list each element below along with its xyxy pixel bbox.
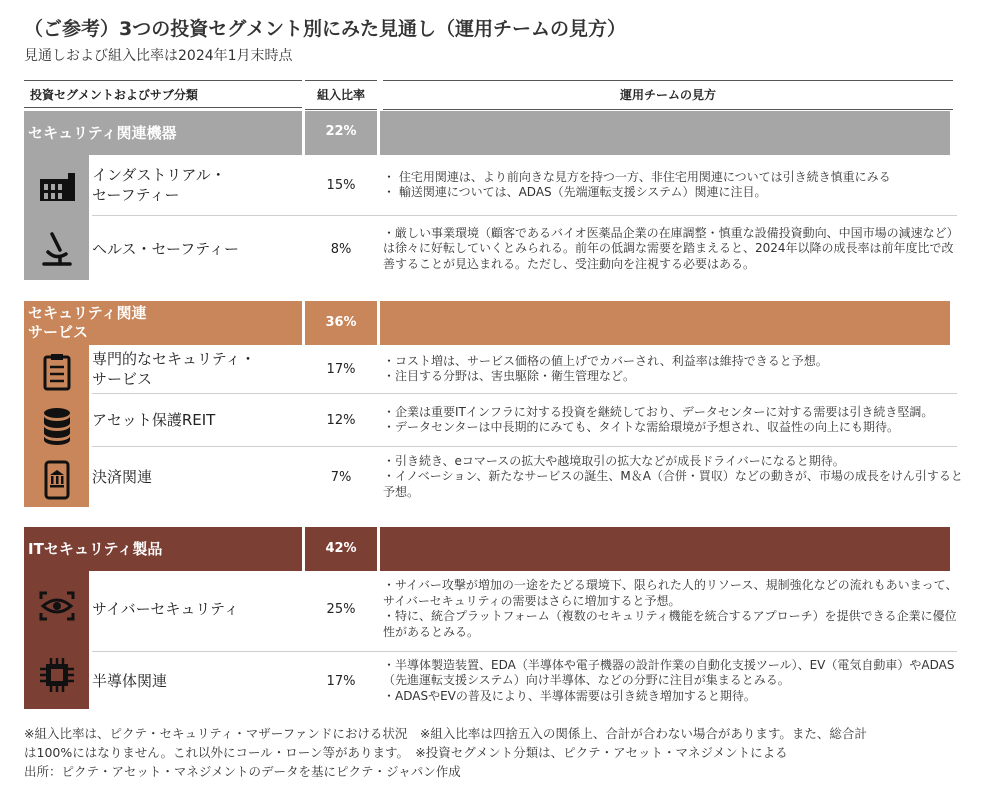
- row-divider: [92, 393, 957, 394]
- row-divider: [92, 215, 957, 216]
- sub-ratio: 7%: [330, 469, 352, 485]
- sub-ratio: 8%: [330, 241, 352, 257]
- sub-view: ・サイバー攻撃が増加の一途をたどる環境下、限られた人的リソース、規制強化などの流れもあいまって、サイバーセキュリティの需要はさらに増加すると予想。 ・特に、統合プラットフォーム（複数のセキュリティ機能を統合するアプローチ）を提供できる企業に優位性があるとみる。: [383, 578, 958, 639]
- sub-view: ・引き続き、eコマースの拡大や越境取引の拡大などが成長ドライバーになると期待。 ・イノベーション、新たなサービスの誕生、M＆A（合併・買収）などの動きが、市場の成長をけん引すると予想。: [383, 453, 963, 499]
- sub-view: ・企業は重要ITインフラに対する投資を継続しており、データセンターに対する需要は引き続き堅調。 ・データセンターは中長期的にみても、タイトな需給環境が予想され、収益性の向上にも期待。: [383, 404, 934, 434]
- mobile-bank-icon: [36, 459, 78, 501]
- sub-label: ヘルス・セーフティー: [92, 240, 240, 258]
- eye-scan-icon: [36, 585, 78, 627]
- page-subtitle: 見通しおよび組入比率は2024年1月末時点: [24, 48, 293, 64]
- segment-ratio: 22%: [325, 124, 357, 139]
- sub-ratio: 25%: [326, 601, 356, 617]
- segment-icons: [25, 571, 89, 709]
- sub-label: インダストリアル・ セーフティー: [92, 166, 226, 204]
- clipboard-icon: [36, 351, 78, 393]
- row-divider: [92, 651, 957, 652]
- microscope-icon: [36, 228, 78, 270]
- segment-label: セキュリティ関連 サービス: [28, 304, 147, 341]
- sub-ratio: 17%: [326, 361, 356, 377]
- source-note: 出所：ピクテ・アセット・マネジメントのデータを基にピクテ・ジャパン作成: [24, 764, 461, 779]
- segment-ratio: 42%: [325, 541, 357, 556]
- chip-icon: [36, 654, 78, 696]
- sub-label: 専門的なセキュリティ・ サービス: [92, 350, 256, 388]
- segment-label: ITセキュリティ製品: [28, 540, 163, 558]
- segment-icons: [25, 155, 89, 280]
- sub-label: 決済関連: [92, 468, 153, 486]
- page-title: （ご参考）3つの投資セグメント別にみた見通し（運用チームの見方）: [24, 18, 627, 40]
- header-ratio: 組入比率: [305, 80, 377, 110]
- footnote: ※組入比率は、ピクテ・セキュリティ・マザーファンドにおける状況 ※組入比率は四捨五入の関係上、合計が合わない場合があります。また、総合計: [24, 726, 867, 741]
- sub-view: ・厳しい事業環境（顧客であるバイオ医薬品企業の在庫調整・慎重な設備投資動向、中国市場の減速など）は徐々に好転していくとみられる。前年の低調な需要を踏まえると、2024年以降の成長率は前年度比で改善することが見込まれる。ただし、受注動向を注視する必要はある。: [383, 225, 959, 271]
- sub-label: 半導体関連: [92, 672, 168, 690]
- database-icon: [36, 405, 78, 447]
- sub-view: ・コスト増は、サービス価格の値上げでカバーされ、利益率は維持できると予想。 ・注目する分野は、害虫駆除・衛生管理など。: [383, 353, 828, 383]
- sub-label: アセット保護REIT: [92, 411, 216, 429]
- header-segment: 投資セグメントおよびサブ分類: [24, 80, 302, 108]
- factory-icon: [36, 165, 78, 207]
- sub-view: ・ 住宅用関連は、より前向きな見方を持つ一方、非住宅用関連については引き続き慎重にみる ・ 輸送関連については、ADAS（先端運転支援システム）関連に注目。: [383, 169, 891, 199]
- segment-view-band-equipment: [380, 111, 950, 155]
- footnote: は100%にはなりません。これ以外にコール・ローン等があります。 ※投資セグメント分類は、ピクテ・アセット・マネジメントによる: [24, 745, 788, 760]
- sub-view: ・半導体製造装置、EDA（半導体や電子機器の設計作業の自動化支援ツール）、EV（電気自動車）やADAS（先進運転支援システム）向け半導体、などの分野に注目が集まるとみる。 ・ADASやEVの普及により、半導体需要は引き続き増加すると期待。: [383, 657, 955, 703]
- header-view: 運用チームの見方: [383, 80, 953, 110]
- segment-view-band-services: [380, 301, 950, 345]
- sub-label: サイバーセキュリティ: [92, 600, 239, 618]
- segment-ratio: 36%: [325, 315, 357, 330]
- segment-label: セキュリティ関連機器: [28, 124, 177, 142]
- sub-ratio: 12%: [326, 412, 356, 428]
- sub-ratio: 17%: [326, 673, 356, 689]
- segment-icons: [25, 345, 89, 507]
- row-divider: [92, 446, 957, 447]
- segment-view-band-it: [380, 527, 950, 571]
- sub-ratio: 15%: [326, 177, 356, 193]
